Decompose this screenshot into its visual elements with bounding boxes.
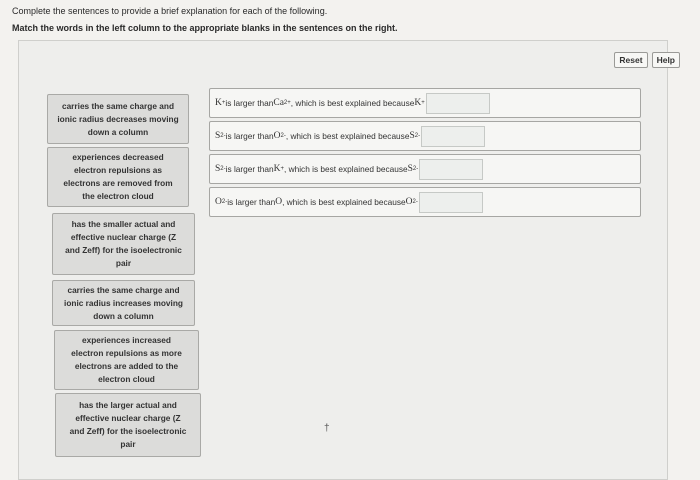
answer-tile[interactable]: [52, 280, 195, 326]
species: S: [409, 131, 415, 141]
tile-line: electrons are removed from: [63, 178, 173, 188]
tile-line: and Zeff) for the isoelectronic: [65, 245, 182, 255]
tile-line: electron repulsions as more: [71, 348, 182, 358]
tile-line: carries the same charge and: [67, 284, 180, 295]
tile-line: effective nuclear charge (Z: [75, 413, 181, 423]
sentence-text: , which is best explained because: [285, 131, 410, 141]
species: S: [215, 131, 221, 141]
mouse-cursor-icon: †: [324, 423, 330, 434]
answer-tile[interactable]: [54, 330, 199, 390]
answer-blank[interactable]: [426, 93, 490, 114]
species: O: [275, 197, 283, 207]
tile-line: electron repulsions as: [73, 165, 163, 175]
tile-line: electron cloud: [98, 374, 155, 384]
help-button[interactable]: Help: [652, 52, 680, 68]
species: Ca: [273, 98, 284, 108]
tile-line: pair: [115, 258, 132, 268]
answer-blank[interactable]: [419, 159, 483, 180]
answer-tile[interactable]: [55, 393, 201, 457]
sentence-row: S 2- is larger than O 2- , which is best explained because S 2-: [209, 121, 641, 151]
sentence-text: is larger than: [225, 164, 274, 174]
answer-blank[interactable]: [421, 126, 485, 147]
tile-line: ionic radius decreases moving: [57, 113, 179, 124]
sentence-row: K + is larger than Ca 2+ , which is best explained because K +: [209, 88, 641, 118]
instruction-line-2: Match the words in the left column to the appropriate blanks in the sentences on the right.: [12, 23, 398, 33]
tile-line: carries the same charge and: [61, 100, 175, 111]
tile-line: the electron cloud: [82, 191, 154, 201]
tile-line: ionic radius increases moving: [64, 297, 183, 308]
tile-line: has the smaller actual and: [71, 219, 176, 229]
answer-tile[interactable]: [47, 147, 189, 207]
answer-tile[interactable]: [47, 94, 189, 144]
sentence-text: , which is best explained because: [282, 197, 406, 207]
species: S: [407, 164, 413, 174]
tile-line: experiences increased: [81, 335, 171, 345]
tile-line: down a column: [87, 126, 149, 137]
tile-line: electrons are added to the: [74, 361, 179, 371]
sentence-text: , which is best explained because: [290, 98, 415, 108]
tile-line: down a column: [93, 310, 154, 321]
tile-line: and Zeff) for the isoelectronic: [69, 426, 187, 436]
species: K: [273, 164, 281, 174]
species: K: [215, 98, 222, 108]
tile-line: experiences decreased: [72, 152, 164, 162]
answer-tile[interactable]: [52, 213, 195, 275]
sentence-text: is larger than: [225, 98, 274, 108]
tile-line: effective nuclear charge (Z: [70, 232, 177, 242]
tile-line: has the larger actual and: [79, 400, 177, 410]
toolbar: [614, 52, 680, 68]
species: S: [215, 164, 221, 174]
sentence-row: O 2- is larger than O , which is best explained because O 2-: [209, 187, 641, 217]
species: O: [405, 197, 413, 207]
instruction-line-1: Complete the sentences to provide a brief explanation for each of the following.: [12, 6, 328, 16]
species: O: [273, 131, 281, 141]
species: K: [414, 98, 422, 108]
answer-blank[interactable]: [419, 192, 483, 213]
sentence-text: is larger than: [225, 131, 274, 141]
sentence-text: is larger than: [227, 197, 276, 207]
sentence-text: , which is best explained because: [284, 164, 408, 174]
tile-line: pair: [120, 439, 136, 449]
sentence-row: S 2- is larger than K + , which is best explained because S 2-: [209, 154, 641, 184]
reset-button[interactable]: Reset: [614, 52, 647, 68]
species: O: [215, 197, 222, 207]
